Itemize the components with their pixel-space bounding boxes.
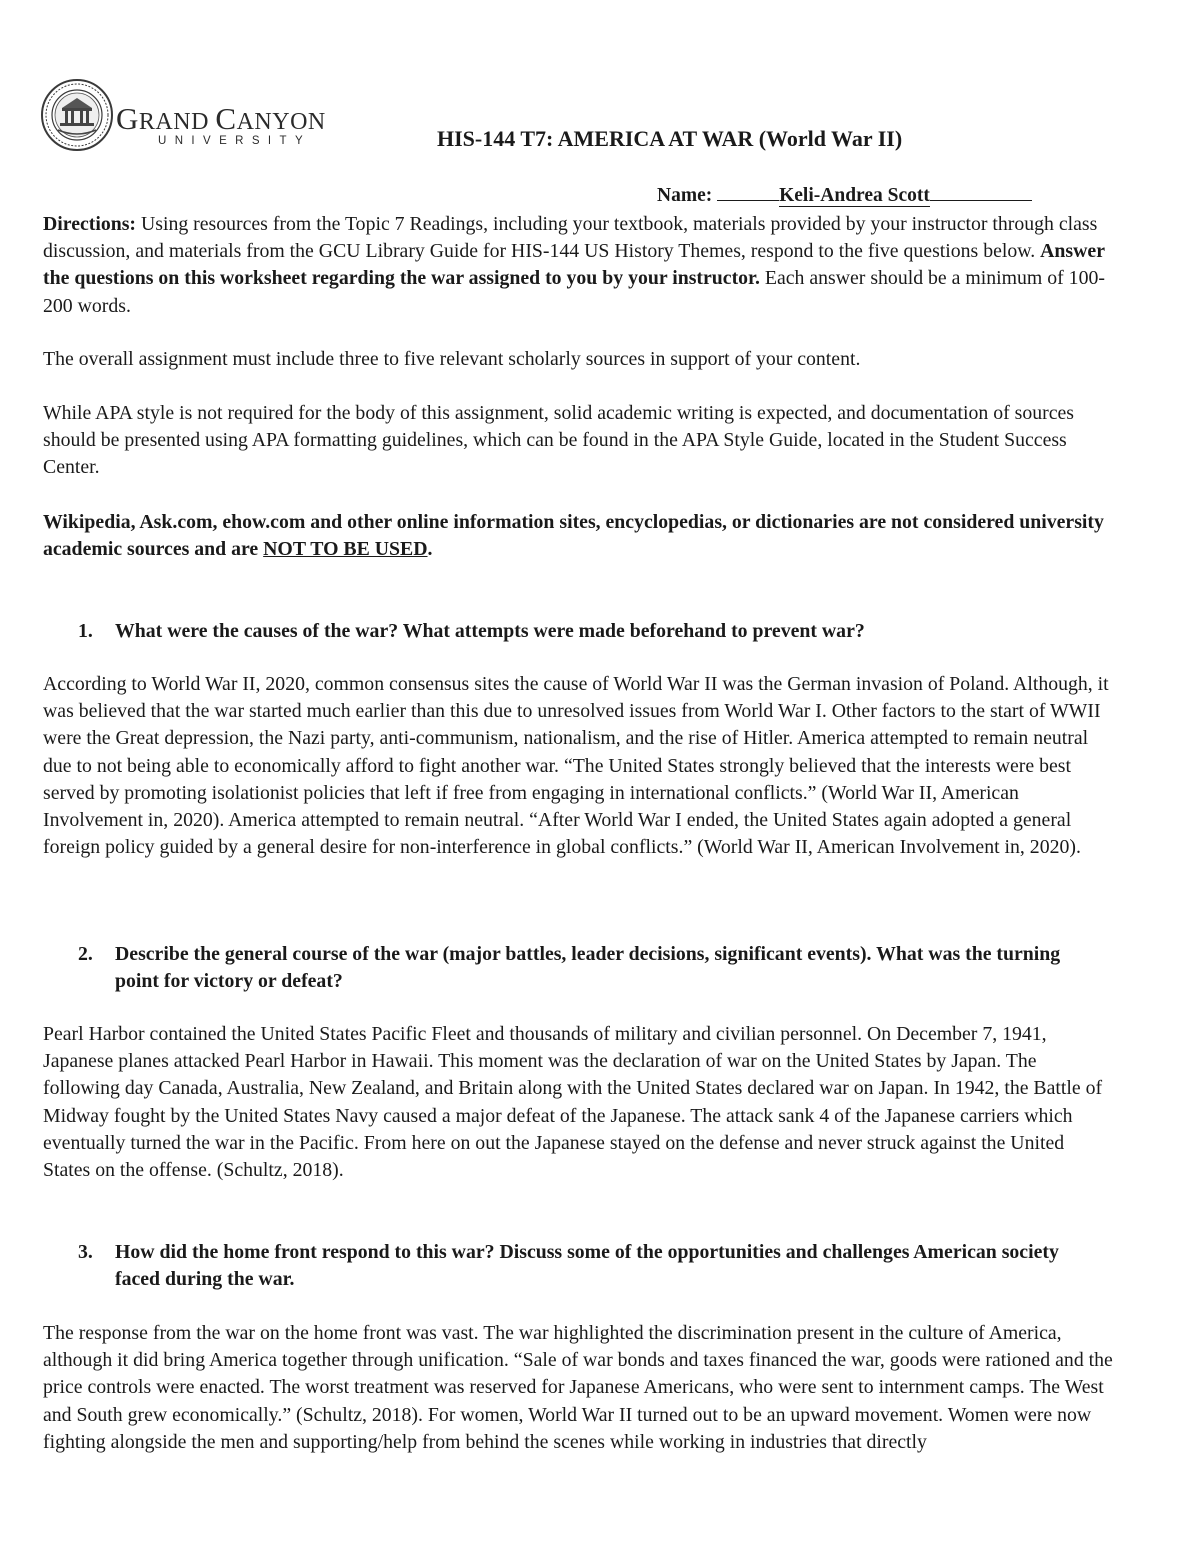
logo-subtitle: UNIVERSITY — [158, 135, 312, 147]
question-3: 3. How did the home front respond to this war? Discuss some of the opportunities and challenges American society faced during the war. — [78, 1241, 1059, 1291]
sources-paragraph: The overall assignment must include three to five relevant scholarly sources in support of your content. — [43, 348, 861, 370]
answer-3: The response from the war on the home front was vast. The war highlighted the discrimination present in the culture of America, although it did bring America together through unification. “Sale of war bonds and taxes financed the war, goods were rationed and the price controls were enacted. The worst treatment was reserved for Japanese Americans, who were sent to internment camps. The West and South grew economically.” (Schultz, 2018). For women, World War II turned out to be an upward movement. Women were now fighting alongside the men and supporting/help from behind the scenes while working in industries that directly — [43, 1322, 1113, 1453]
question-2: 2. Describe the general course of the war (major battles, leader decisions, significant events). What was the turning point for victory or defeat? — [78, 943, 1061, 993]
page-title: HIS-144 T7: AMERICA AT WAR (World War II) — [437, 126, 903, 151]
name-value: Keli-Andrea Scott — [779, 185, 930, 206]
directions-paragraph — [43, 211, 1113, 320]
question-1: 1. What were the causes of the war? What attempts were made beforehand to prevent war? — [78, 620, 865, 642]
name-field — [657, 180, 1032, 207]
apa-paragraph: While APA style is not required for the body of this assignment, solid academic writing is expected, and documentation of sources should be presented using APA formatting guidelines, which can be found in the APA Style Guide, located in the Student Success Center. — [43, 402, 1074, 479]
directions-label: Directions: — [43, 213, 137, 235]
answer-2: Pearl Harbor contained the United States Pacific Fleet and thousands of military and civilian personnel. On December 7, 1941, Japanese planes attacked Pearl Harbor in Hawaii. This moment was the declaration of war on the United States by Japan. The following day Canada, Australia, New Zealand, and Britain along with the United States declared war on Japan. In 1942, the Battle of Midway fought by the United States Navy caused a major defeat of the Japanese. The attack sank 4 of the Japanese carriers which eventually turned the war in the Pacific. From here on out the Japanese stayed on the defense and never struck against the United States on the offense. (Schultz, 2018). — [43, 1023, 1103, 1182]
university-seal-icon — [40, 78, 114, 152]
university-logo — [40, 78, 360, 158]
answer-1: According to World War II, 2020, common consensus sites the cause of World War II was the German invasion of Poland. Although, it was believed that the war started much earlier than this due to unresolved issues from World War I. Other factors to the start of WWII were the Great depression, the Nazi party, anti-communism, nationalism, and the rise of Hitler. America attempted to remain neutral due to not being able to economically afford to fight another war. “The United States strongly believed that the interests were best served by promoting isolationist policies that left if free from engaging in international conflicts.” (World War II, American Involvement in, 2020). America attempted to remain neutral. “After World War I ended, the United States again adopted a general foreign policy guided by a general desire for non-interference in global conflicts.” (World War II, American Involvement in, 2020). — [43, 673, 1109, 859]
logo-wordmark: GRAND CANYON — [116, 101, 326, 136]
name-label: Name: — [657, 185, 718, 206]
not-to-be-used: NOT TO BE USED — [263, 538, 428, 561]
directions-text: Using resources from the Topic 7 Readings, including your textbook, materials provided by your instructor through class discussion, and materials from the GCU Library Guide for HIS-144 US History Themes, respond to the five questions below. — [43, 213, 1098, 263]
directions-emphasis: Answer the questions on this worksheet regarding the war assigned to you by your instructor. — [43, 240, 1105, 290]
directions-word-count: Each answer should be a minimum of 100-200 words. — [43, 267, 1105, 317]
sources-warning: Wikipedia, Ask.com, ehow.com and other online information sites, encyclopedias, or dictionaries are not considered university academic sources and are NOT TO BE USED. — [43, 511, 1104, 561]
